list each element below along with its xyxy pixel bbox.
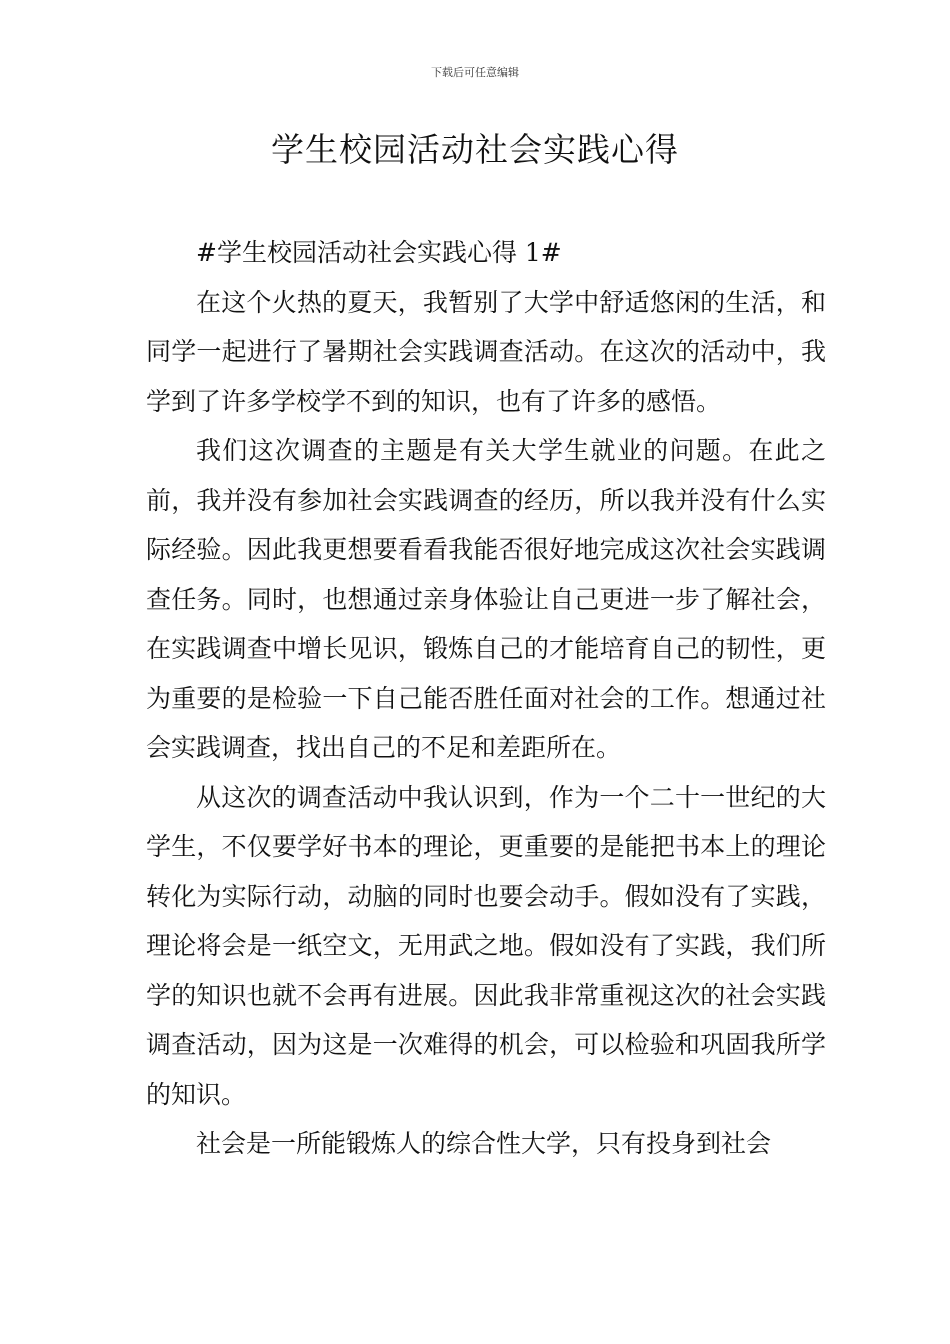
- document-body: [146, 228, 826, 1169]
- document-title: 学生校园活动社会实践心得: [271, 130, 679, 169]
- paragraph-3: 从这次的调查活动中我认识到，作为一个二十一世纪的大学生，不仅要学好书本的理论，更重要的是能把书本上的理论转化为实际行动，动脑的同时也要会动手。假如没有了实践，理论将会是一纸空文，无用武之地。假如没有了实践，我们所学的知识也就不会再有进展。因此我非常重视这次的社会实践调查活动，因为这是一次难得的机会，可以检验和巩固我所学的知识。: [146, 782, 826, 1109]
- section-heading: #学生校园活动社会实践心得 1#: [196, 238, 562, 267]
- paragraph-1: 在这个火热的夏天，我暂别了大学中舒适悠闲的生活，和同学一起进行了暑期社会实践调查活动。在这次的活动中，我学到了许多学校学不到的知识，也有了许多的感悟。: [146, 287, 826, 416]
- page-header-note: 下载后可任意编辑: [431, 66, 519, 79]
- paragraph-4: 社会是一所能锻炼人的综合性大学，只有投身到社会: [196, 1129, 772, 1158]
- paragraph-2: 我们这次调查的主题是有关大学生就业的问题。在此之前，我并没有参加社会实践调查的经历，所以我并没有什么实际经验。因此我更想要看看我能否很好地完成这次社会实践调查任务。同时，也想通过亲身体验让自己更进一步了解社会，在实践调查中增长见识，锻炼自己的才能培育自己的韧性，更为重要的是检验一下自己能否胜任面对社会的工作。想通过社会实践调查，找出自己的不足和差距所在。: [146, 436, 826, 762]
